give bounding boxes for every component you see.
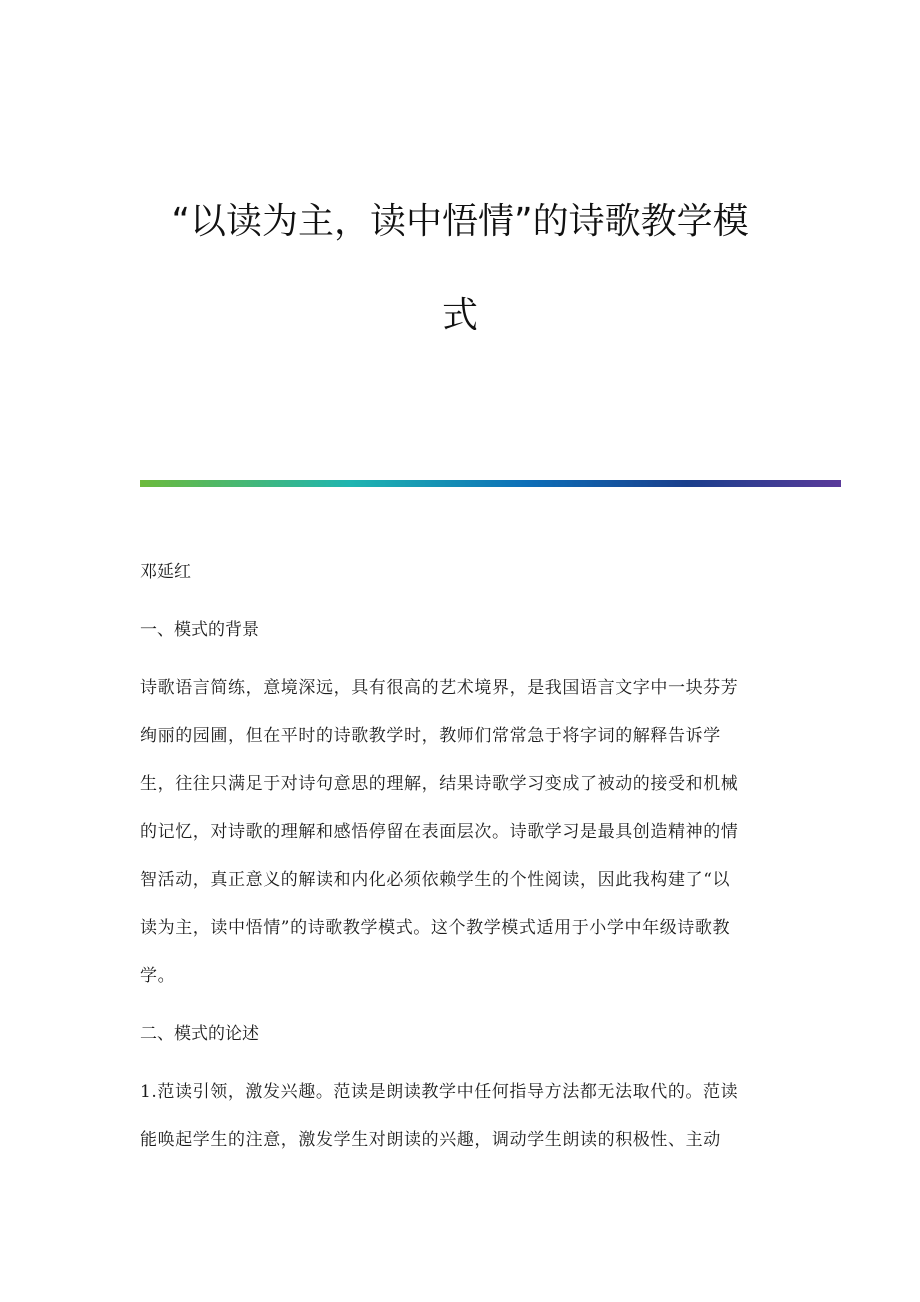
title-line-1: “以读为主，读中悟情”的诗歌教学模: [171, 201, 749, 242]
paragraph-line: 生，往往只满足于对诗句意思的理解，结果诗歌学习变成了被动的接受和机械: [140, 774, 739, 794]
title-line-2: 式: [441, 295, 478, 336]
author-name: 邓延红: [140, 562, 191, 582]
paragraph-line: 1.范读引领，激发兴趣。范读是朗读教学中任何指导方法都无法取代的。范读: [140, 1082, 739, 1102]
document-body: [140, 560, 780, 1186]
paragraph-line: 能唤起学生的注意，激发学生对朗读的兴趣，调动学生朗读的积极性、主动: [140, 1130, 721, 1150]
paragraph-line: 读为主，读中悟情”的诗歌教学模式。这个教学模式适用于小学中年级诗歌教: [140, 918, 731, 938]
paragraph-line: 的记忆，对诗歌的理解和感悟停留在表面层次。诗歌学习是最具创造精神的情: [140, 822, 739, 842]
paragraph-line: 学。: [140, 966, 176, 986]
paragraph-background: [140, 664, 780, 1000]
section-heading-background: 一、模式的背景: [140, 620, 259, 640]
document-title: [140, 198, 780, 340]
paragraph-discussion: [140, 1068, 780, 1164]
paragraph-line: 绚丽的园圃，但在平时的诗歌教学时，教师们常常急于将字词的解释告诉学: [140, 726, 721, 746]
gradient-divider: [140, 480, 841, 487]
section-heading-discussion: 二、模式的论述: [140, 1024, 259, 1044]
paragraph-line: 诗歌语言简练，意境深远，具有很高的艺术境界，是我国语言文字中一块芬芳: [140, 678, 739, 698]
paragraph-line: 智活动，真正意义的解读和内化必须依赖学生的个性阅读，因此我构建了“以: [140, 870, 731, 890]
